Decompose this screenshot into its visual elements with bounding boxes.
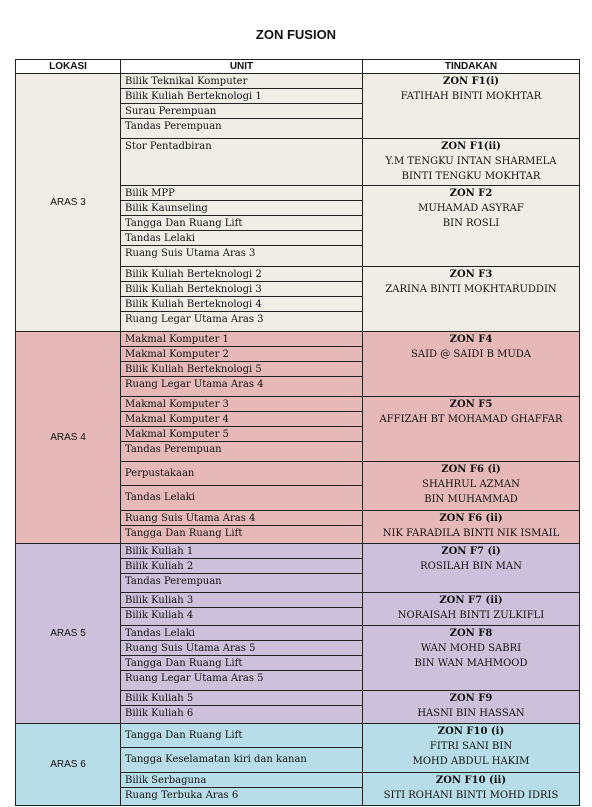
unit-cell	[121, 267, 363, 332]
person-in-charge: MOHD ABDUL HAKIM	[412, 756, 530, 767]
person-in-charge: FITRI SANI BIN	[429, 741, 513, 752]
zone-row	[16, 724, 580, 773]
unit-item: Ruang Suis Utama Aras 5	[121, 641, 362, 656]
action-cell	[363, 186, 580, 267]
zone-row	[16, 544, 580, 593]
person-in-charge: MUHAMAD ASYRAF	[418, 203, 524, 214]
person-in-charge: SAID @ SAIDI B MUDA	[411, 349, 531, 360]
unit-cell	[121, 462, 363, 511]
action-cell	[363, 462, 580, 511]
unit-item: Bilik Kuliah 2	[121, 559, 362, 574]
unit-item: Bilik Teknikal Komputer	[121, 74, 362, 89]
unit-item: Bilik Kuliah Berteknologi 3	[121, 282, 362, 297]
action-cell	[363, 74, 580, 139]
unit-item: Tangga Dan Ruang Lift	[121, 656, 362, 671]
zone-label: ZON F6 (ii)	[439, 513, 503, 524]
unit-item: Stor Pentadbiran	[125, 141, 212, 152]
unit-cell	[121, 691, 363, 724]
location-cell: ARAS 4	[16, 332, 121, 544]
page-title: ZON FUSION	[255, 27, 337, 42]
action-cell	[363, 724, 580, 773]
unit-item: Tangga Keselamatan kiri dan kanan	[125, 754, 307, 765]
location-cell: ARAS 3	[16, 74, 121, 332]
action-cell	[363, 332, 580, 397]
unit-item: Tangga Dan Ruang Lift	[125, 528, 243, 539]
unit-cell	[121, 544, 363, 593]
person-in-charge: NORAISAH BINTI ZULKIFLI	[397, 610, 545, 621]
unit-item: Makmal Komputer 3	[121, 397, 362, 412]
unit-cell	[121, 593, 363, 626]
zone-table	[15, 59, 580, 806]
unit-item: Ruang Legar Utama Aras 5	[125, 673, 264, 684]
unit-item: Bilik Serbaguna	[121, 773, 362, 788]
unit-item: Bilik Kuliah Berteknologi 2	[121, 267, 362, 282]
location-cell: ARAS 5	[16, 544, 121, 724]
person-in-charge: NIK FARADILA BINTI NIK ISMAIL	[382, 528, 560, 539]
person-in-charge: BINTI TENGKU MOKHTAR	[401, 171, 541, 182]
zone-label: ZON F1(i)	[443, 76, 499, 87]
unit-item: Tandas Lelaki	[121, 231, 362, 246]
action-cell	[363, 267, 580, 332]
person-in-charge: SHAHRUL AZMAN	[422, 479, 520, 490]
unit-item: Bilik Kuliah 3	[121, 593, 362, 608]
unit-item: Makmal Komputer 2	[121, 347, 362, 362]
location-cell: ARAS 6	[16, 724, 121, 806]
unit-item: Makmal Komputer 1	[121, 332, 362, 347]
unit-item: Tangga Dan Ruang Lift	[121, 724, 362, 748]
unit-item: Tandas Lelaki	[125, 492, 195, 503]
zone-label: ZON F8	[449, 628, 493, 639]
zone-label: ZON F1(ii)	[441, 141, 501, 152]
zone-label: ZON F7 (ii)	[439, 595, 503, 606]
action-cell	[363, 773, 580, 806]
action-cell	[363, 593, 580, 626]
unit-item: Tangga Dan Ruang Lift	[121, 216, 362, 231]
zone-label: ZON F5	[449, 399, 493, 410]
person-in-charge: WAN MOHD SABRI	[420, 643, 522, 654]
unit-item: Tandas Perempuan	[125, 576, 222, 587]
unit-cell	[121, 332, 363, 397]
person-in-charge: ROSILAH BIN MAN	[420, 561, 522, 572]
zone-label: ZON F3	[449, 269, 493, 280]
zone-label: ZON F9	[449, 693, 493, 704]
table-body	[16, 74, 580, 806]
unit-item: Ruang Legar Utama Aras 3	[125, 314, 264, 325]
unit-item: Bilik Kuliah 4	[125, 610, 194, 621]
unit-item: Bilik MPP	[121, 186, 362, 201]
zone-label: ZON F6 (i)	[441, 464, 501, 475]
person-in-charge: BIN WAN MAHMOOD	[414, 658, 528, 669]
action-cell	[363, 511, 580, 544]
header-tindakan: TINDAKAN	[363, 60, 580, 74]
zone-label: ZON F10 (i)	[437, 726, 505, 737]
unit-item: Perpustakaan	[121, 462, 362, 486]
unit-item: Ruang Terbuka Aras 6	[125, 790, 239, 801]
person-in-charge: Y.M TENGKU INTAN SHARMELA	[385, 156, 557, 167]
unit-cell	[121, 511, 363, 544]
unit-item: Ruang Legar Utama Aras 4	[125, 379, 264, 390]
header-lokasi: LOKASI	[16, 60, 121, 74]
unit-item: Surau Perempuan	[121, 104, 362, 119]
unit-item: Bilik Kuliah 5	[121, 691, 362, 706]
action-cell	[363, 544, 580, 593]
unit-cell	[121, 74, 363, 139]
unit-cell	[121, 397, 363, 462]
unit-cell	[121, 139, 363, 186]
person-in-charge: AFFIZAH BT MOHAMAD GHAFFAR	[379, 414, 563, 425]
unit-item: Bilik Kuliah Berteknologi 1	[121, 89, 362, 104]
unit-item: Bilik Kaunseling	[121, 201, 362, 216]
action-cell	[363, 397, 580, 462]
person-in-charge: ZARINA BINTI MOKHTARUDDIN	[385, 284, 557, 295]
person-in-charge: BIN MUHAMMAD	[424, 494, 518, 505]
header-unit: UNIT	[121, 60, 363, 74]
unit-item: Bilik Kuliah Berteknologi 4	[121, 297, 362, 312]
unit-item: Tandas Lelaki	[121, 626, 362, 641]
unit-item: Tandas Perempuan	[125, 444, 222, 455]
person-in-charge: BIN ROSLI	[442, 218, 500, 229]
unit-item: Tandas Perempuan	[125, 121, 222, 132]
zone-label: ZON F4	[449, 334, 493, 345]
zone-label: ZON F7 (i)	[441, 546, 501, 557]
zone-label: ZON F2	[449, 188, 493, 199]
unit-cell	[121, 724, 363, 773]
header-row	[16, 60, 580, 74]
action-cell	[363, 139, 580, 186]
action-cell	[363, 626, 580, 691]
unit-item: Makmal Komputer 4	[121, 412, 362, 427]
unit-item: Ruang Suis Utama Aras 4	[121, 511, 362, 526]
person-in-charge: SITI ROHANI BINTI MOHD IDRIS	[383, 790, 559, 801]
zone-label: ZON F10 (ii)	[435, 775, 507, 786]
person-in-charge: HASNI BIN HASSAN	[417, 708, 525, 719]
unit-cell	[121, 773, 363, 806]
unit-item: Makmal Komputer 5	[121, 427, 362, 442]
unit-item: Bilik Kuliah 6	[125, 708, 194, 719]
person-in-charge: FATIHAH BINTI MOKHTAR	[400, 91, 542, 102]
unit-item: Bilik Kuliah Berteknologi 5	[121, 362, 362, 377]
unit-cell	[121, 626, 363, 691]
action-cell	[363, 691, 580, 724]
zone-row	[16, 74, 580, 139]
unit-cell	[121, 186, 363, 267]
zone-row	[16, 332, 580, 397]
unit-item: Bilik Kuliah 1	[121, 544, 362, 559]
unit-item: Ruang Suis Utama Aras 3	[125, 248, 256, 259]
